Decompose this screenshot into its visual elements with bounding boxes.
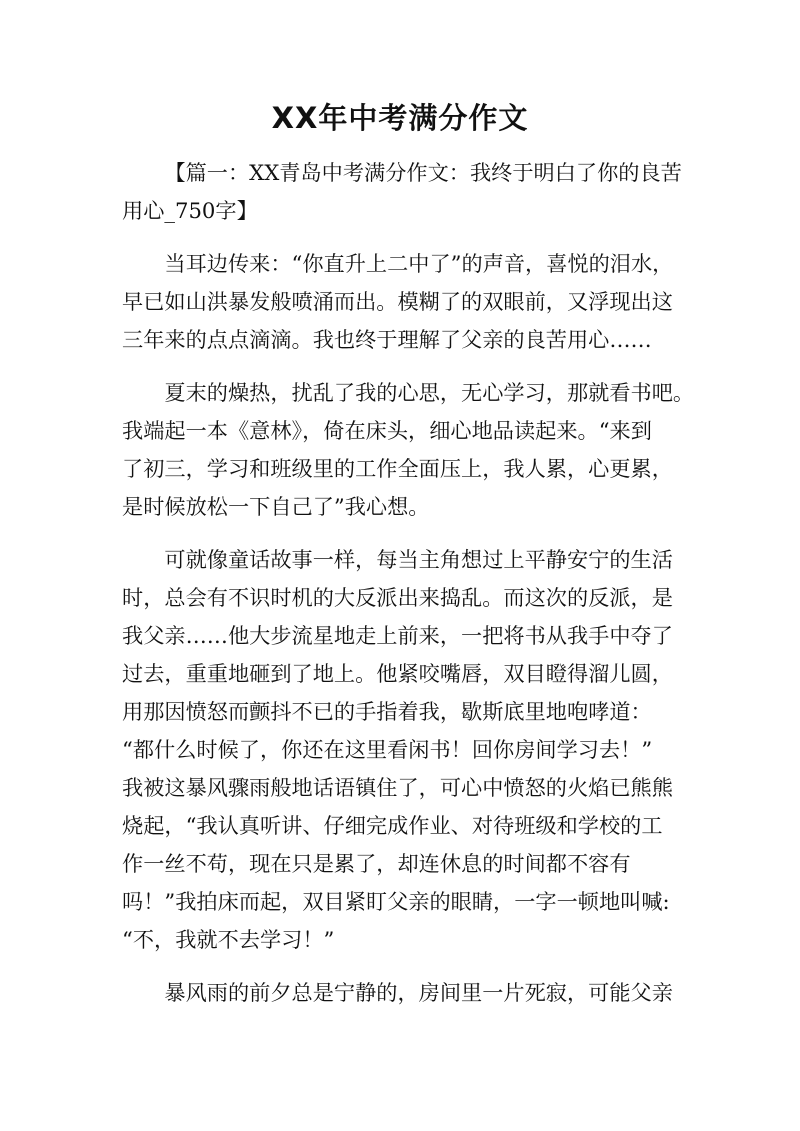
text-line: “都什么时候了，你还在这里看闲书！回你房间学习去！” bbox=[122, 737, 653, 762]
text-line: 时，总会有不识时机的大反派出来捣乱。而这次的反派，是 bbox=[122, 585, 673, 610]
document-title: XX年中考满分作文 bbox=[271, 101, 529, 135]
text-line: 我被这暴风骤雨般地话语镇住了，可心中愤怒的火焰已熊熊 bbox=[122, 775, 673, 800]
text-line: 烧起，“我认真听讲、仔细完成作业、对待班级和学校的工 bbox=[122, 813, 663, 838]
text-line: 我父亲……他大步流星地走上前来，一把将书从我手中夺了 bbox=[122, 623, 673, 648]
text-line: 早已如山洪暴发般喷涌而出。模糊了的双眼前，又浮现出这 bbox=[122, 289, 673, 314]
paragraph bbox=[122, 541, 682, 959]
paragraph-heading bbox=[122, 154, 682, 230]
text-line: 夏末的燥热，扰乱了我的心思，无心学习，那就看书吧。 bbox=[164, 380, 695, 405]
text-line: 作一丝不苟，现在只是累了，却连休息的时间都不容有 bbox=[122, 851, 631, 876]
text-line: 是时候放松一下自己了”我心想。 bbox=[122, 494, 430, 519]
paragraph bbox=[122, 374, 695, 526]
text-line: 暴风雨的前夕总是宁静的，房间里一片死寂，可能父亲 bbox=[164, 980, 673, 1005]
document-body bbox=[122, 154, 695, 1027]
text-line: 了初三，学习和班级里的工作全面压上，我人累，心更累， bbox=[122, 456, 673, 481]
paragraph bbox=[122, 974, 682, 1012]
text-line: “不，我就不去学习！” bbox=[122, 927, 335, 952]
text-line: 吗！”我拍床而起，双目紧盯父亲的眼睛，一字一顿地叫喊: bbox=[122, 889, 670, 914]
text-line: 用心_750字】 bbox=[122, 198, 258, 223]
paragraph bbox=[122, 245, 682, 359]
text-line: 用那因愤怒而颤抖不已的手指着我，歇斯底里地咆哮道： bbox=[122, 699, 652, 724]
text-line: 三年来的点点滴滴。我也终于理解了父亲的良苦用心…… bbox=[122, 327, 652, 352]
text-line: 可就像童话故事一样，每当主角想过上平静安宁的生活 bbox=[164, 547, 673, 572]
text-line: 当耳边传来：“你直升上二中了”的声音，喜悦的泪水， bbox=[164, 251, 674, 276]
text-line: 【篇一：XX青岛中考满分作文：我终于明白了你的良苦 bbox=[164, 160, 682, 185]
text-line: 过去，重重地砸到了地上。他紧咬嘴唇，双目瞪得溜儿圆， bbox=[122, 661, 673, 686]
text-line: 我端起一本《意林》，倚在床头，细心地品读起来。“来到 bbox=[122, 418, 652, 443]
